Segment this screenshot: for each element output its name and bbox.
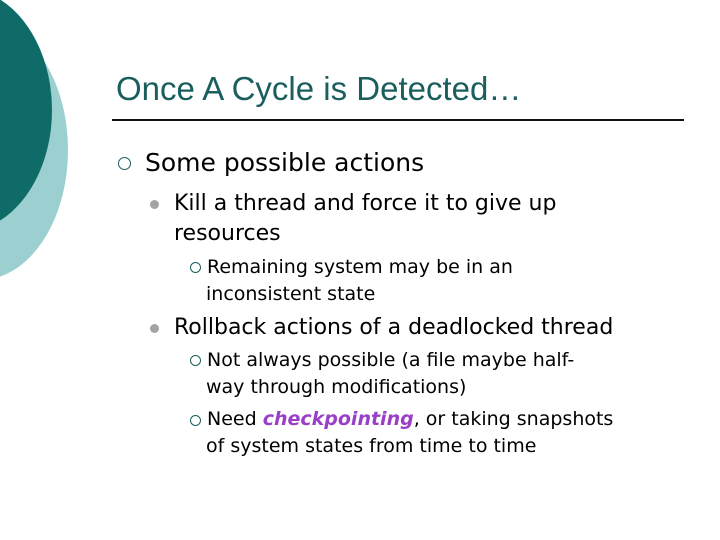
dot-bullet-icon xyxy=(150,324,159,333)
item2-sub2-suffix: , or taking snapshots xyxy=(413,408,614,430)
item2-line1: Rollback actions of a deadlocked thread xyxy=(174,315,614,340)
item1-sub1-line1: Remaining system may be in an xyxy=(207,256,513,278)
checkpointing-highlight: checkpointing xyxy=(262,408,414,430)
dot-bullet-icon xyxy=(150,200,159,209)
ring-bullet-icon xyxy=(190,262,201,273)
item1-line2: resources xyxy=(174,221,281,246)
item2-sub2-line2: of system states from time to time xyxy=(206,435,537,457)
ring-bullet-icon xyxy=(118,157,131,170)
item2-sub1-line1: Not always possible (a file maybe half- xyxy=(207,349,575,371)
ring-bullet-icon xyxy=(190,355,201,366)
title-divider xyxy=(112,119,684,121)
item2-sub1-line2: way through modifications) xyxy=(206,376,467,398)
item1-line1: Kill a thread and force it to give up xyxy=(174,191,557,216)
level1-text: Some possible actions xyxy=(145,148,425,177)
item1-sub1-line2: inconsistent state xyxy=(206,283,376,305)
item2-sub2-line1 xyxy=(207,408,613,430)
ring-bullet-icon xyxy=(190,415,201,426)
slide-title: Once A Cycle is Detected… xyxy=(116,70,522,107)
item2-sub2-prefix: Need xyxy=(207,408,263,430)
decorative-teal-shapes xyxy=(0,0,120,300)
